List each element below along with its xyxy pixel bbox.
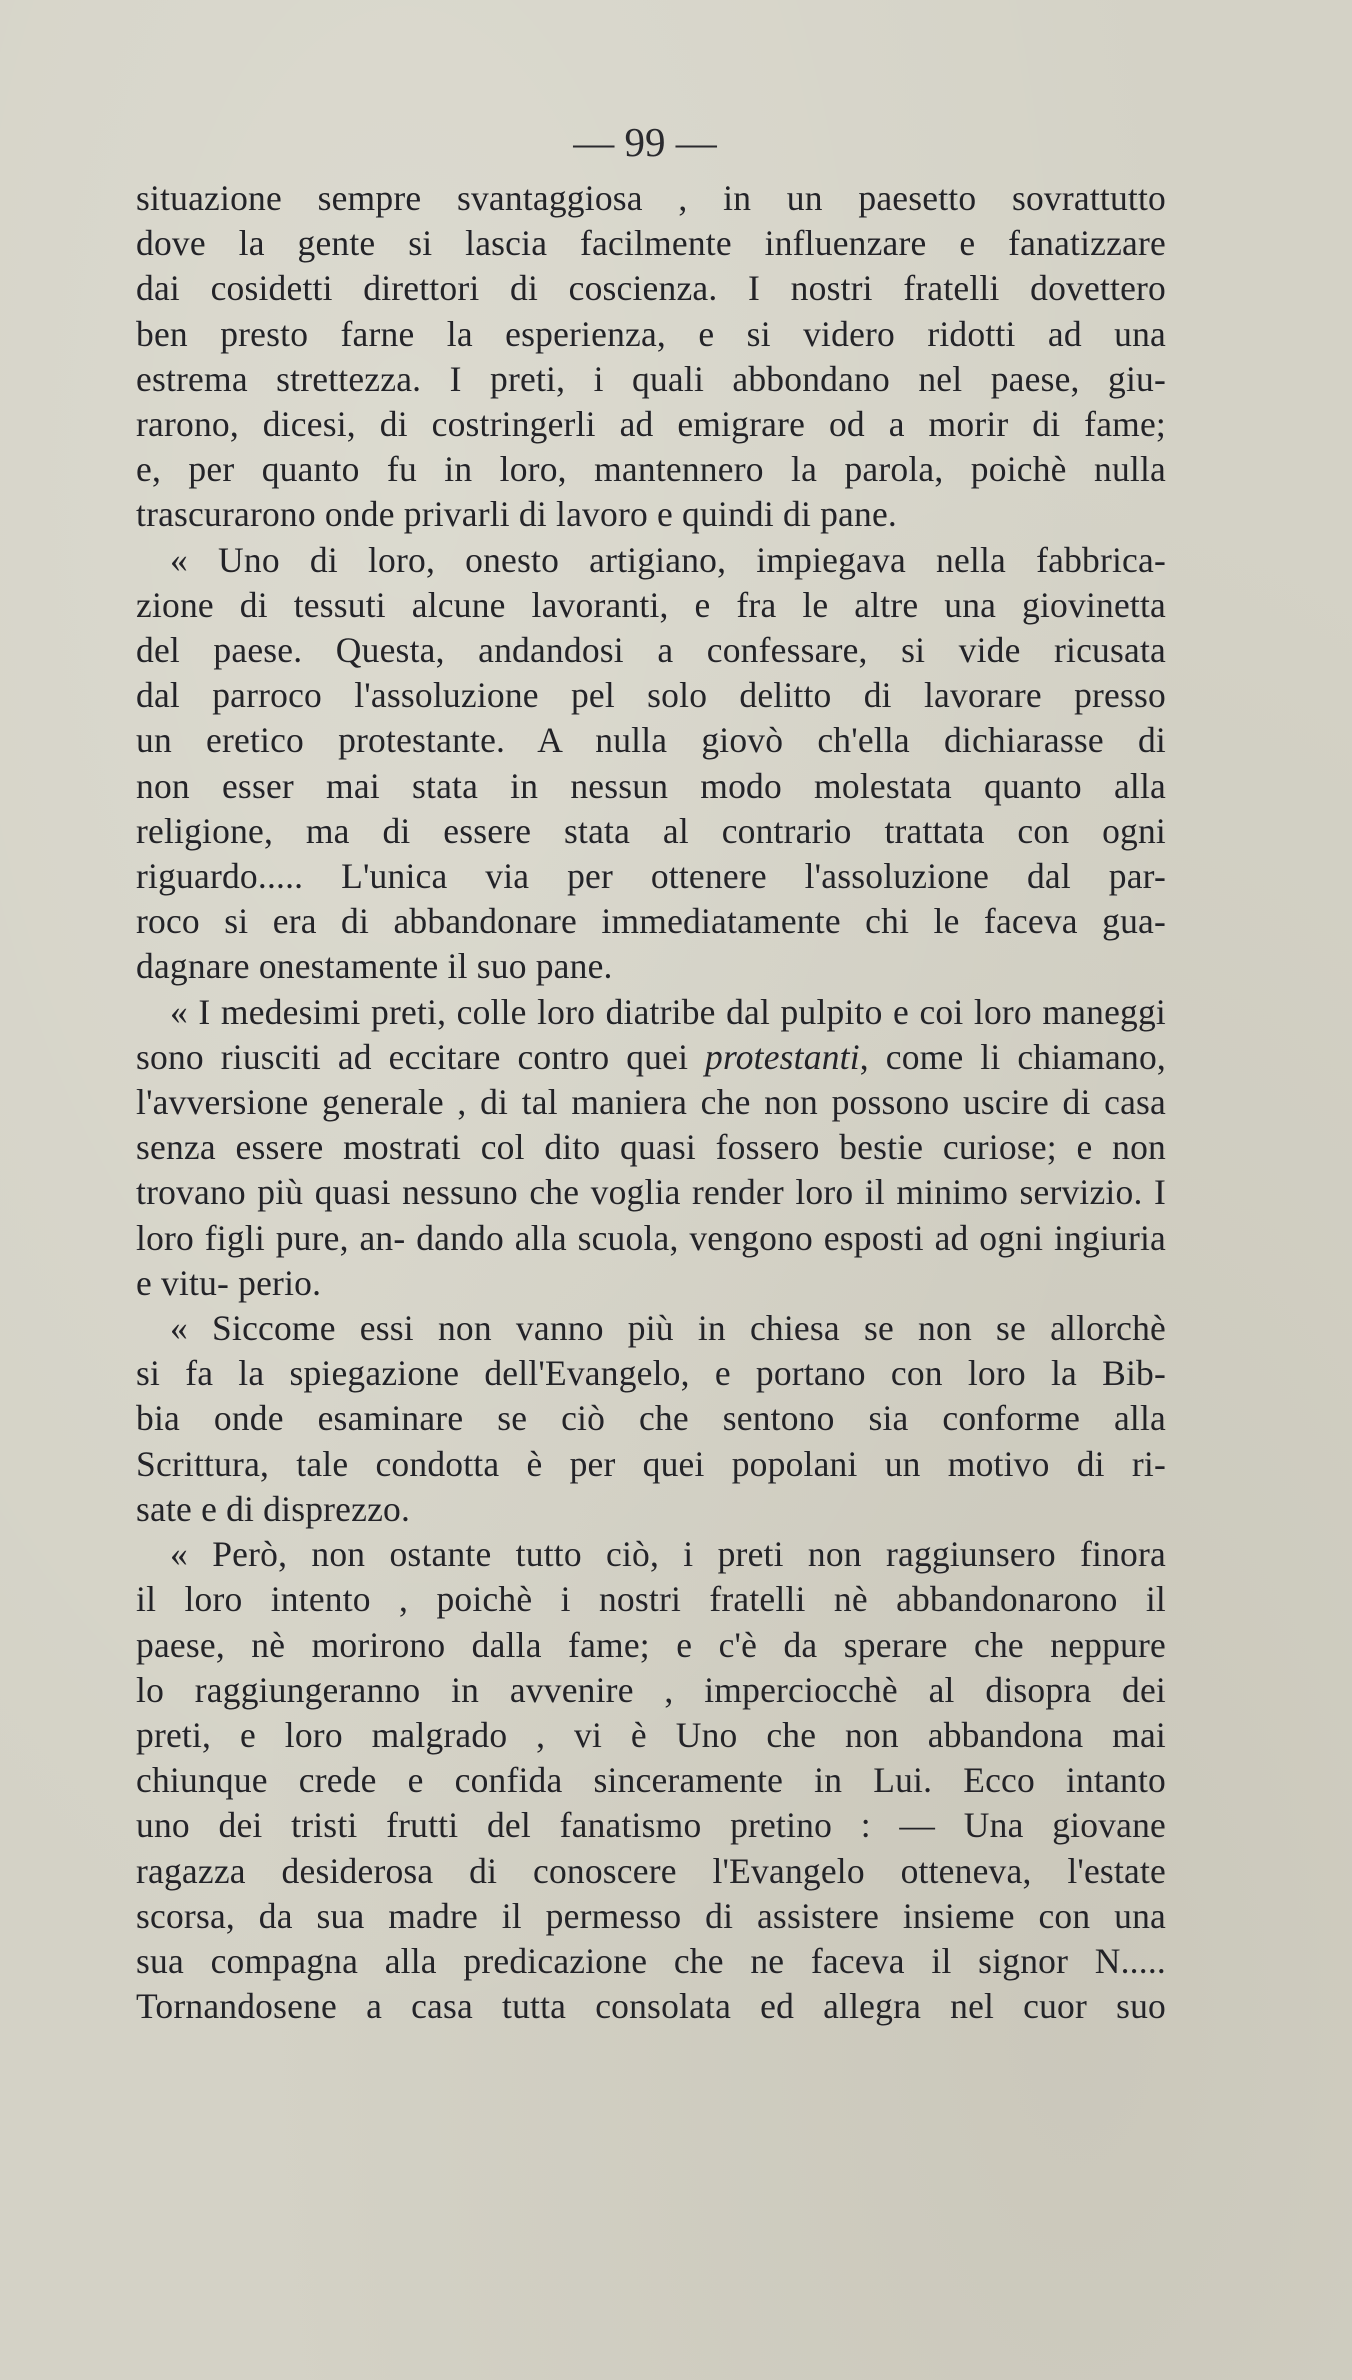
text-line: si fa la spiegazione dell'Evangelo, e portano con loro la Bib- [136,1353,1166,1394]
text-line: sate e di disprezzo. [136,1488,411,1529]
text-line: non esser mai stata in nessun modo molestata quanto alla [136,765,1166,806]
text-line: uno dei tristi frutti del fanatismo pretino : — Una giovane [136,1805,1166,1846]
text-line: chiunque crede e confida sinceramente in Lui. Ecco intanto [136,1760,1166,1801]
text-line: bia onde esaminare se ciò che sentono sia conforme alla [136,1398,1166,1439]
text-line: del paese. Questa, andandosi a confessare, si vide ricusata [136,630,1166,671]
text-line: Tornandosene a casa tutta consolata ed allegra nel cuor suo [136,1986,1166,2027]
text-line: roco si era di abbandonare immediatamente chi le faceva gua- [136,901,1166,942]
text-line: sua compagna alla predicazione che ne faceva il signor N..... [136,1940,1166,1981]
text-line: dove la gente si lascia facilmente influenzare e fanatizzare [136,223,1166,264]
text-line: preti, e loro malgrado , vi è Uno che non abbandona mai [136,1714,1166,1755]
text-line: dagnare onestamente il suo pane. [136,946,613,987]
paragraph-3-part-2: , come li chiamano, l'avversione generale , di tal maniera che non possono uscire di casa senza essere mostrati col dito quasi fossero bestie curiose; e non trovano più quasi nessuno che voglia render loro il minimo servizio. I loro figli pure, an- dando alla scuola, vengono esposti ad ogni ingiuria e vitu- perio. [136,1036,1166,1303]
text-line: religione, ma di essere stata al contrario trattata con ogni [136,810,1166,851]
paragraph-3-part-1: « I medesimi preti, colle loro diatribe dal pulpito e coi loro maneggi sono riusciti ad eccitare contro quei [136,991,1166,1077]
paragraph-1 [136,176,1166,538]
text-line: situazione sempre svantaggiosa , in un paesetto sovrattutto [136,178,1166,218]
text-line: il loro intento , poichè i nostri fratelli nè abbandonarono il [136,1579,1166,1620]
text-line: un eretico protestante. A nulla giovò ch'ella dichiarasse di [136,720,1166,761]
body-text [136,176,1166,2029]
paragraph-3-text [136,990,1166,1306]
text-line: scorsa, da sua madre il permesso di assistere insieme con una [136,1895,1166,1936]
text-line: lo raggiungeranno in avvenire , imperciocchè al disopra dei [136,1669,1166,1710]
text-line: e, per quanto fu in loro, mantennero la parola, poichè nulla [136,449,1166,490]
text-line: riguardo..... L'unica via per ottenere l'assoluzione dal par- [136,856,1166,897]
text-line: estrema strettezza. I preti, i quali abbondano nel paese, giu- [136,358,1166,399]
text-line: Scrittura, tale condotta è per quei popolani un motivo di ri- [136,1443,1166,1484]
text-line: trascurarono onde privarli di lavoro e quindi di pane. [136,494,897,535]
text-line: zione di tessuti alcune lavoranti, e fra le altre una giovinetta [136,584,1166,625]
paragraph-4 [136,1306,1166,1532]
text-line: rarono, dicesi, di costringerli ad emigrare od a morir di fame; [136,404,1166,445]
page-number: — 99 — [573,119,717,165]
paragraph-2 [136,538,1166,990]
text-line: ragazza desiderosa di conoscere l'Evangelo otteneva, l'estate [136,1850,1166,1891]
text-line: « Però, non ostante tutto ciò, i preti non raggiunsero finora [170,1534,1166,1575]
text-line: ben presto farne la esperienza, e si videro ridotti ad una [136,313,1166,354]
paragraph-3 [136,990,1166,1306]
paragraph-5 [136,1532,1166,2029]
text-line: « Siccome essi non vanno più in chiesa se non se allorchè [170,1308,1166,1349]
text-line: dal parroco l'assoluzione pel solo delitto di lavorare presso [136,675,1166,716]
text-line: « Uno di loro, onesto artigiano, impiegava nella fabbrica- [170,539,1166,580]
text-line: dai cosidetti direttori di coscienza. I nostri fratelli dovettero [136,268,1166,309]
emphasized-word: protestanti [705,1036,860,1077]
text-line: paese, nè morirono dalla fame; e c'è da sperare che neppure [136,1624,1166,1665]
